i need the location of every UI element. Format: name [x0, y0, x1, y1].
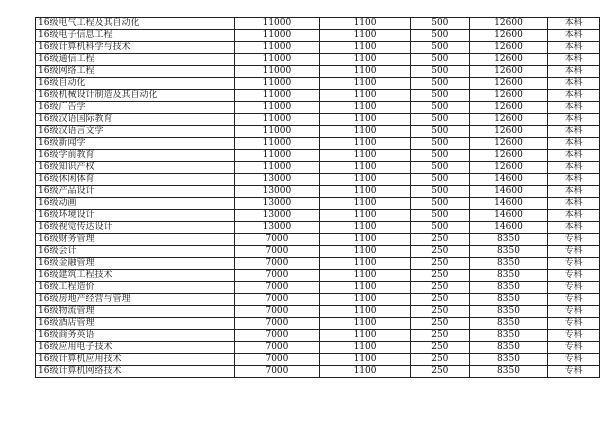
total-cell: 8350: [469, 270, 547, 282]
fee-extra-cell: 500: [410, 138, 469, 150]
fee-extra-cell: 500: [410, 174, 469, 186]
level-cell: 专科: [548, 246, 600, 258]
tuition-cell: 11000: [234, 114, 320, 126]
fee-extra-cell: 500: [410, 78, 469, 90]
level-cell: 本科: [548, 126, 600, 138]
table-row: [36, 30, 600, 42]
fee-extra-cell: 500: [410, 114, 469, 126]
major-name-cell: 16级会计: [36, 246, 235, 258]
tuition-cell: 7000: [234, 258, 320, 270]
table-row: [36, 102, 600, 114]
fee-extra-cell: 250: [410, 234, 469, 246]
fee-1100-cell: 1100: [320, 234, 411, 246]
tuition-cell: 11000: [234, 138, 320, 150]
fee-1100-cell: 1100: [320, 330, 411, 342]
level-cell: 本科: [548, 186, 600, 198]
level-cell: 专科: [548, 306, 600, 318]
tuition-cell: 11000: [234, 90, 320, 102]
fee-extra-cell: 500: [410, 66, 469, 78]
fee-1100-cell: 1100: [320, 210, 411, 222]
fee-extra-cell: 250: [410, 342, 469, 354]
fee-extra-cell: 250: [410, 318, 469, 330]
tuition-cell: 7000: [234, 354, 320, 366]
major-name-cell: 16级学前教育: [36, 150, 235, 162]
fee-1100-cell: 1100: [320, 150, 411, 162]
total-cell: 8350: [469, 294, 547, 306]
fee-1100-cell: 1100: [320, 246, 411, 258]
table-row: [36, 174, 600, 186]
table-row: [36, 330, 600, 342]
fee-1100-cell: 1100: [320, 198, 411, 210]
fee-extra-cell: 500: [410, 210, 469, 222]
table-row: [36, 138, 600, 150]
level-cell: 本科: [548, 66, 600, 78]
major-name-cell: 16级网络工程: [36, 66, 235, 78]
tuition-cell: 11000: [234, 162, 320, 174]
major-name-cell: 16级视觉传达设计: [36, 222, 235, 234]
major-name-cell: 16级产品设计: [36, 186, 235, 198]
tuition-cell: 7000: [234, 282, 320, 294]
fee-1100-cell: 1100: [320, 270, 411, 282]
fee-extra-cell: 500: [410, 102, 469, 114]
level-cell: 本科: [548, 30, 600, 42]
table-row: [36, 126, 600, 138]
fee-1100-cell: 1100: [320, 66, 411, 78]
total-cell: 14600: [469, 222, 547, 234]
tuition-cell: 13000: [234, 186, 320, 198]
fee-1100-cell: 1100: [320, 114, 411, 126]
table-row: [36, 354, 600, 366]
table-row: [36, 306, 600, 318]
fee-extra-cell: 250: [410, 330, 469, 342]
major-name-cell: 16级汉语国际教育: [36, 114, 235, 126]
fee-extra-cell: 500: [410, 162, 469, 174]
table-row: [36, 162, 600, 174]
table-row: [36, 114, 600, 126]
major-name-cell: 16级机械设计制造及其自动化: [36, 90, 235, 102]
level-cell: 本科: [548, 162, 600, 174]
major-name-cell: 16级财务管理: [36, 234, 235, 246]
tuition-cell: 11000: [234, 66, 320, 78]
table-row: [36, 234, 600, 246]
level-cell: 本科: [548, 78, 600, 90]
fee-1100-cell: 1100: [320, 354, 411, 366]
major-name-cell: 16级知识产权: [36, 162, 235, 174]
table-row: [36, 342, 600, 354]
level-cell: 专科: [548, 366, 600, 378]
fee-1100-cell: 1100: [320, 162, 411, 174]
level-cell: 本科: [548, 102, 600, 114]
fee-extra-cell: 250: [410, 270, 469, 282]
table-row: [36, 66, 600, 78]
tuition-cell: 13000: [234, 198, 320, 210]
fee-extra-cell: 250: [410, 354, 469, 366]
table-row: [36, 210, 600, 222]
level-cell: 本科: [548, 114, 600, 126]
major-name-cell: 16级计算机应用技术: [36, 354, 235, 366]
fee-extra-cell: 500: [410, 186, 469, 198]
total-cell: 12600: [469, 18, 547, 30]
major-name-cell: 16级工程造价: [36, 282, 235, 294]
total-cell: 12600: [469, 162, 547, 174]
total-cell: 14600: [469, 186, 547, 198]
total-cell: 12600: [469, 42, 547, 54]
total-cell: 8350: [469, 318, 547, 330]
fee-1100-cell: 1100: [320, 258, 411, 270]
table-row: [36, 198, 600, 210]
fee-extra-cell: 500: [410, 126, 469, 138]
total-cell: 14600: [469, 198, 547, 210]
total-cell: 8350: [469, 234, 547, 246]
fee-1100-cell: 1100: [320, 138, 411, 150]
table-row: [36, 150, 600, 162]
level-cell: 专科: [548, 234, 600, 246]
fee-1100-cell: 1100: [320, 102, 411, 114]
fee-extra-cell: 500: [410, 198, 469, 210]
tuition-cell: 11000: [234, 150, 320, 162]
major-name-cell: 16级酒店管理: [36, 318, 235, 330]
total-cell: 8350: [469, 330, 547, 342]
table-row: [36, 90, 600, 102]
tuition-cell: 13000: [234, 210, 320, 222]
major-name-cell: 16级环境设计: [36, 210, 235, 222]
level-cell: 专科: [548, 270, 600, 282]
fee-1100-cell: 1100: [320, 186, 411, 198]
total-cell: 14600: [469, 174, 547, 186]
total-cell: 12600: [469, 102, 547, 114]
total-cell: 12600: [469, 90, 547, 102]
fee-extra-cell: 250: [410, 294, 469, 306]
total-cell: 8350: [469, 306, 547, 318]
level-cell: 专科: [548, 318, 600, 330]
level-cell: 本科: [548, 18, 600, 30]
tuition-cell: 11000: [234, 126, 320, 138]
fee-extra-cell: 250: [410, 306, 469, 318]
major-name-cell: 16级自动化: [36, 78, 235, 90]
tuition-cell: 11000: [234, 78, 320, 90]
level-cell: 专科: [548, 330, 600, 342]
fee-extra-cell: 500: [410, 42, 469, 54]
major-name-cell: 16级房地产经营与管理: [36, 294, 235, 306]
level-cell: 本科: [548, 174, 600, 186]
fee-extra-cell: 500: [410, 54, 469, 66]
level-cell: 专科: [548, 342, 600, 354]
table-row: [36, 78, 600, 90]
tuition-cell: 11000: [234, 18, 320, 30]
tuition-cell: 7000: [234, 270, 320, 282]
table-row: [36, 42, 600, 54]
fee-extra-cell: 500: [410, 90, 469, 102]
fee-1100-cell: 1100: [320, 42, 411, 54]
total-cell: 12600: [469, 150, 547, 162]
table-row: [36, 186, 600, 198]
table-row: [36, 294, 600, 306]
fee-1100-cell: 1100: [320, 18, 411, 30]
tuition-cell: 7000: [234, 306, 320, 318]
fee-1100-cell: 1100: [320, 174, 411, 186]
tuition-cell: 11000: [234, 102, 320, 114]
fee-1100-cell: 1100: [320, 294, 411, 306]
tuition-cell: 11000: [234, 54, 320, 66]
major-name-cell: 16级物流管理: [36, 306, 235, 318]
table-row: [36, 54, 600, 66]
total-cell: 8350: [469, 366, 547, 378]
table-row: [36, 270, 600, 282]
table-row: [36, 246, 600, 258]
tuition-cell: 13000: [234, 222, 320, 234]
total-cell: 12600: [469, 138, 547, 150]
total-cell: 8350: [469, 246, 547, 258]
fee-extra-cell: 500: [410, 150, 469, 162]
total-cell: 12600: [469, 78, 547, 90]
level-cell: 本科: [548, 138, 600, 150]
major-name-cell: 16级电气工程及其自动化: [36, 18, 235, 30]
major-name-cell: 16级金融管理: [36, 258, 235, 270]
table-row: [36, 318, 600, 330]
major-name-cell: 16级新闻学: [36, 138, 235, 150]
fee-1100-cell: 1100: [320, 126, 411, 138]
fee-extra-cell: 500: [410, 18, 469, 30]
fee-extra-cell: 500: [410, 30, 469, 42]
tuition-cell: 7000: [234, 294, 320, 306]
fee-1100-cell: 1100: [320, 78, 411, 90]
fee-extra-cell: 250: [410, 282, 469, 294]
total-cell: 12600: [469, 114, 547, 126]
major-name-cell: 16级应用电子技术: [36, 342, 235, 354]
total-cell: 12600: [469, 66, 547, 78]
table-row: [36, 222, 600, 234]
total-cell: 12600: [469, 54, 547, 66]
fee-1100-cell: 1100: [320, 342, 411, 354]
tuition-cell: 11000: [234, 42, 320, 54]
fee-1100-cell: 1100: [320, 90, 411, 102]
table-row: [36, 366, 600, 378]
tuition-cell: 11000: [234, 30, 320, 42]
major-name-cell: 16级计算机科学与技术: [36, 42, 235, 54]
table-row: [36, 18, 600, 30]
table-row: [36, 258, 600, 270]
level-cell: 本科: [548, 198, 600, 210]
level-cell: 本科: [548, 54, 600, 66]
table-row: [36, 282, 600, 294]
level-cell: 本科: [548, 42, 600, 54]
fee-table-body: [36, 18, 600, 378]
tuition-cell: 7000: [234, 330, 320, 342]
tuition-cell: 7000: [234, 318, 320, 330]
fee-1100-cell: 1100: [320, 282, 411, 294]
total-cell: 12600: [469, 126, 547, 138]
major-name-cell: 16级汉语言文学: [36, 126, 235, 138]
major-name-cell: 16级通信工程: [36, 54, 235, 66]
major-name-cell: 16级电子信息工程: [36, 30, 235, 42]
level-cell: 专科: [548, 282, 600, 294]
level-cell: 本科: [548, 222, 600, 234]
level-cell: 本科: [548, 90, 600, 102]
total-cell: 8350: [469, 282, 547, 294]
fee-1100-cell: 1100: [320, 30, 411, 42]
major-name-cell: 16级动画: [36, 198, 235, 210]
tuition-cell: 7000: [234, 366, 320, 378]
fee-1100-cell: 1100: [320, 366, 411, 378]
fee-1100-cell: 1100: [320, 54, 411, 66]
tuition-cell: 13000: [234, 174, 320, 186]
major-name-cell: 16级商务英语: [36, 330, 235, 342]
major-name-cell: 16级建筑工程技术: [36, 270, 235, 282]
fee-extra-cell: 500: [410, 222, 469, 234]
total-cell: 14600: [469, 210, 547, 222]
major-name-cell: 16级休闲体育: [36, 174, 235, 186]
spreadsheet-sheet: [35, 17, 600, 378]
fee-1100-cell: 1100: [320, 222, 411, 234]
fee-extra-cell: 250: [410, 366, 469, 378]
total-cell: 12600: [469, 30, 547, 42]
fee-table: [35, 17, 600, 378]
level-cell: 专科: [548, 354, 600, 366]
total-cell: 8350: [469, 354, 547, 366]
total-cell: 8350: [469, 258, 547, 270]
fee-1100-cell: 1100: [320, 306, 411, 318]
fee-extra-cell: 250: [410, 258, 469, 270]
major-name-cell: 16级计算机网络技术: [36, 366, 235, 378]
tuition-cell: 7000: [234, 246, 320, 258]
tuition-cell: 7000: [234, 234, 320, 246]
fee-1100-cell: 1100: [320, 318, 411, 330]
major-name-cell: 16级广告学: [36, 102, 235, 114]
fee-extra-cell: 250: [410, 246, 469, 258]
level-cell: 本科: [548, 210, 600, 222]
level-cell: 专科: [548, 258, 600, 270]
level-cell: 本科: [548, 150, 600, 162]
tuition-cell: 7000: [234, 342, 320, 354]
total-cell: 8350: [469, 342, 547, 354]
level-cell: 专科: [548, 294, 600, 306]
